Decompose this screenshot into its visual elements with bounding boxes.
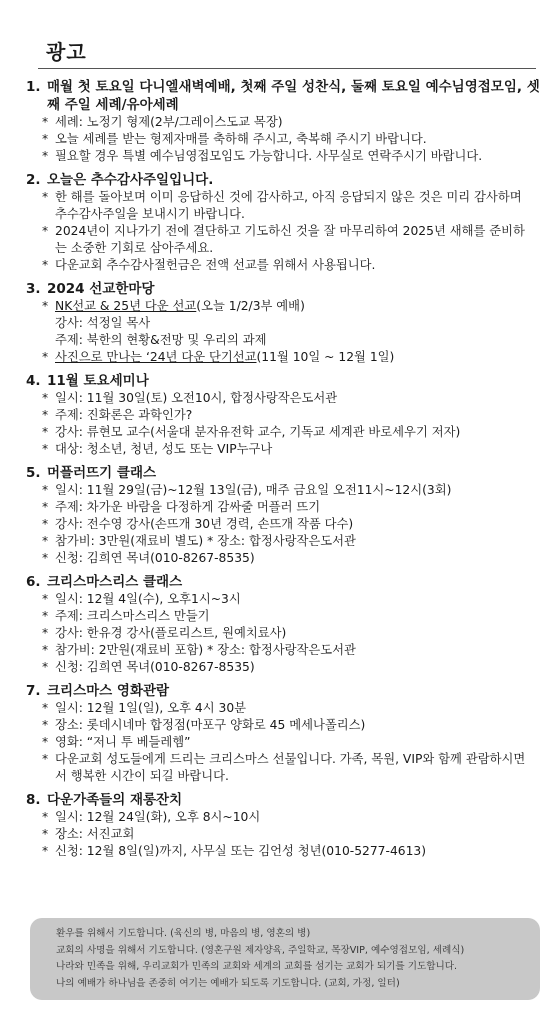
item-text: 주제: 크리스마스리스 만들기 <box>55 609 210 623</box>
item-text: 강사: 한유경 강사(플로리스트, 원예치료사) <box>55 626 287 640</box>
prayer-line: 나라와 민족을 위해, 우리교회가 민족의 교회와 세계의 교회를 섬기는 교회가 되기를 기도합니다. <box>56 961 458 972</box>
bullet-mark: * <box>42 844 49 858</box>
list-item <box>26 843 542 860</box>
bullet-mark: * <box>42 517 49 531</box>
section-heading <box>26 791 542 809</box>
bullet-mark: * <box>42 258 49 272</box>
announcement-section <box>26 280 542 366</box>
bullet-mark: * <box>42 149 49 163</box>
bullet-mark: * <box>42 442 49 456</box>
section-number: 2. <box>26 172 41 188</box>
bullet-mark: * <box>42 643 49 657</box>
bullet-mark: * <box>42 718 49 732</box>
prayer-box <box>30 918 540 1000</box>
item-text <box>55 298 542 315</box>
section-heading <box>26 78 542 114</box>
bullet-mark: * <box>42 752 49 766</box>
underlined-title: 사진으로 만나는 ‘24년 다운 단기선교 <box>55 350 257 364</box>
item-text: 일시: 11월 29일(금)~12월 13일(금), 매주 금요일 오전11시~12시(3회) <box>55 483 452 497</box>
list-item <box>26 189 542 223</box>
prayer-line: 교회의 사명을 위해서 기도합니다. (영혼구원 제자양육, 주일학교, 목장VIP, 예수영접모임, 세례식) <box>56 944 465 956</box>
list-item <box>26 499 542 516</box>
list-item <box>26 826 542 843</box>
section-heading <box>26 280 542 298</box>
list-item <box>26 659 542 676</box>
section-heading <box>26 573 542 591</box>
item-text: 강사: 류현모 교수(서울대 분자유전학 교수, 기독교 세계관 바로세우기 저자) <box>55 425 461 439</box>
section-number: 1. <box>26 79 41 95</box>
section-number: 5. <box>26 465 41 481</box>
item-text: 참가비: 2만원(재료비 포함) * 장소: 합정사랑작은도서관 <box>55 643 356 657</box>
item-text: 주제: 차가운 바람을 다정하게 감싸줄 머플러 뜨기 <box>55 500 321 514</box>
item-text: 한 해를 돌아보며 이미 응답하신 것에 감사하고, 아직 응답되지 않은 것은 미리 감사하며 추수감사주일을 보내시기 바랍니다. <box>55 190 522 221</box>
item-text: 주제: 진화론은 과학인가? <box>55 408 193 422</box>
item-text: 대상: 청소년, 청년, 성도 또는 VIP누구나 <box>55 442 273 456</box>
list-item <box>26 441 542 458</box>
list-item <box>26 625 542 642</box>
announcement-section <box>26 372 542 458</box>
item-text: 장소: 롯데시네마 합정점(마포구 양화로 45 메세나폴리스) <box>55 718 366 732</box>
list-item <box>26 717 542 734</box>
announcement-section <box>26 682 542 785</box>
list-item <box>26 809 542 826</box>
list-item <box>26 349 542 366</box>
list-item <box>26 298 542 315</box>
section-heading <box>26 682 542 700</box>
bullet-mark: * <box>42 132 49 146</box>
list-item <box>26 642 542 659</box>
list-item <box>26 533 542 550</box>
announcement-section <box>26 573 542 676</box>
section-heading <box>26 372 542 390</box>
section-number: 3. <box>26 281 41 297</box>
item-detail: (11월 10일 ~ 12월 1일) <box>256 350 395 364</box>
bullet-mark: * <box>42 735 49 749</box>
section-title: 11월 토요세미나 <box>47 373 149 389</box>
page-header <box>38 34 536 69</box>
item-text: 필요할 경우 특별 예수님영접모임도 가능합니다. 사무실로 연락주시기 바랍니다. <box>55 149 483 163</box>
announcement-section <box>26 171 542 274</box>
item-text: 일시: 12월 24일(화), 오후 8시~10시 <box>55 810 261 824</box>
list-item <box>26 424 542 441</box>
section-heading <box>26 171 542 189</box>
item-text: 오늘 세례를 받는 형제자매를 축하해 주시고, 축복해 주시기 바랍니다. <box>55 132 427 146</box>
list-item <box>26 482 542 499</box>
list-item <box>26 516 542 533</box>
announcements-list <box>26 78 542 864</box>
section-title: 매월 첫 토요일 다니엘새벽예배, 첫째 주일 성찬식, 둘째 토요일 예수님영접모임, 셋째 주일 세례/유아세례 <box>47 79 540 113</box>
bullet-mark: * <box>42 827 49 841</box>
announcement-section <box>26 78 542 165</box>
bullet-mark: * <box>42 408 49 422</box>
bullet-mark: * <box>42 483 49 497</box>
announcement-section <box>26 464 542 567</box>
section-number: 4. <box>26 373 41 389</box>
bullet-mark: * <box>42 224 49 238</box>
item-text: 일시: 12월 4일(수), 오후1시~3시 <box>55 592 241 606</box>
prayer-line: 환우를 위해서 기도합니다. (육신의 병, 마음의 병, 영혼의 병) <box>56 928 311 939</box>
item-text: 다운교회 추수감사절헌금은 전액 선교를 위해서 사용됩니다. <box>55 258 376 272</box>
bullet-mark: * <box>42 115 49 129</box>
list-item <box>26 390 542 407</box>
bullet-mark: * <box>42 350 49 364</box>
section-title: 크리스마스리스 클래스 <box>47 574 183 590</box>
list-item <box>26 751 542 785</box>
item-text: 일시: 12월 1일(일), 오후 4시 30분 <box>55 701 247 715</box>
item-text: 일시: 11월 30일(토) 오전10시, 합정사랑작은도서관 <box>55 391 338 405</box>
bullet-mark: * <box>42 391 49 405</box>
sub-item-text: 주제: 북한의 현황&전망 및 우리의 과제 <box>55 333 267 347</box>
sub-item-text: 강사: 석정일 목사 <box>55 316 151 330</box>
section-number: 6. <box>26 574 41 590</box>
bullet-mark: * <box>42 701 49 715</box>
prayer-line: 나의 예배가 하나님을 존중히 여기는 예배가 되도록 기도합니다. (교회, 가정, 일터) <box>56 977 400 989</box>
section-title: 오늘은 추수감사주일입니다. <box>47 172 214 188</box>
bullet-mark: * <box>42 190 49 204</box>
section-title: 크리스마스 영화관람 <box>47 683 170 699</box>
bullet-mark: * <box>42 425 49 439</box>
section-number: 7. <box>26 683 41 699</box>
prayer-lines <box>56 926 464 992</box>
section-title: 2024 선교한마당 <box>47 281 155 297</box>
bullet-mark: * <box>42 299 49 313</box>
page-title: 광고 <box>46 40 87 64</box>
item-text: 다운교회 성도들에게 드리는 크리스마스 선물입니다. 가족, 목원, VIP와 함께 관람하시면서 행복한 시간이 되길 바랍니다. <box>55 752 526 783</box>
list-item <box>26 591 542 608</box>
bullet-mark: * <box>42 626 49 640</box>
item-text: 신청: 김희연 목녀(010-8267-8535) <box>55 660 255 674</box>
list-item <box>26 257 542 274</box>
bullet-mark: * <box>42 534 49 548</box>
item-text <box>55 349 542 366</box>
item-text: 참가비: 3만원(재료비 별도) * 장소: 합정사랑작은도서관 <box>55 534 356 548</box>
section-title: 머플러뜨기 클래스 <box>47 465 157 481</box>
list-item <box>26 223 542 257</box>
section-title: 다운가족들의 재롱잔치 <box>47 792 183 808</box>
list-item <box>26 608 542 625</box>
item-text: 장소: 서진교회 <box>55 827 135 841</box>
list-item <box>26 734 542 751</box>
announcement-section <box>26 791 542 860</box>
list-item <box>26 114 542 131</box>
section-number: 8. <box>26 792 41 808</box>
item-text: 신청: 김희연 목녀(010-8267-8535) <box>55 551 255 565</box>
item-text: 세례: 노정기 형제(2부/그레이스도교 목장) <box>55 115 283 129</box>
list-item <box>26 407 542 424</box>
bullet-mark: * <box>42 500 49 514</box>
bullet-mark: * <box>42 609 49 623</box>
item-detail: (오늘 1/2/3부 예배) <box>196 299 305 313</box>
list-item <box>26 550 542 567</box>
bullet-mark: * <box>42 660 49 674</box>
item-text: 2024년이 지나가기 전에 결단하고 기도하신 것을 잘 마무리하여 2025년 새해를 준비하는 소중한 기회로 삼아주세요. <box>55 224 525 255</box>
underlined-title: NK선교 & 25년 다운 선교 <box>55 299 197 313</box>
bullet-mark: * <box>42 592 49 606</box>
item-text: 강사: 전수영 강사(손뜨개 30년 경력, 손뜨개 작품 다수) <box>55 517 354 531</box>
item-text: 영화: “저니 투 베들레헴” <box>55 735 191 749</box>
section-heading <box>26 464 542 482</box>
list-item <box>26 131 542 148</box>
bullet-mark: * <box>42 551 49 565</box>
bullet-mark: * <box>42 810 49 824</box>
list-item <box>26 700 542 717</box>
list-item <box>26 148 542 165</box>
item-text: 신청: 12월 8일(일)까지, 사무실 또는 김언성 청년(010-5277-4613) <box>55 844 427 858</box>
